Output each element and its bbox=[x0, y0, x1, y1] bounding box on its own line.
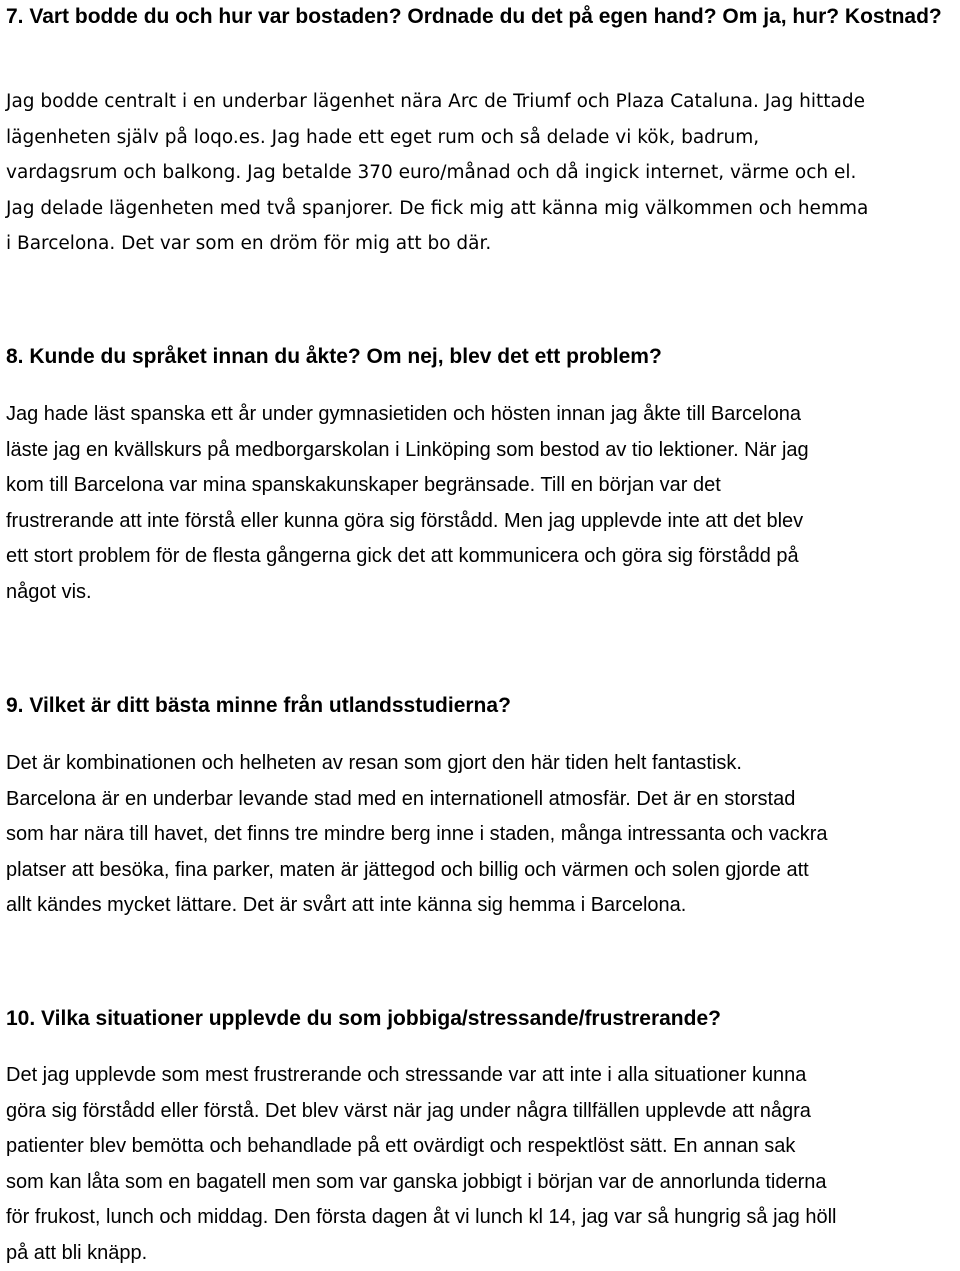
answer-9-line-5: allt kändes mycket lättare. Det är svårt att inte känna sig hemma i Barcelona. bbox=[6, 888, 954, 924]
answer-8-line-2: läste jag en kvällskurs på medborgarskolan i Linköping som bestod av tio lektioner. När jag bbox=[6, 433, 954, 469]
question-10-text: 10. Vilka situationer upplevde du som jobbiga/stressande/frustrerande? bbox=[6, 1007, 721, 1030]
question-7-text: 7. Vart bodde du och hur var bostaden? Ordnade du det på egen hand? Om ja, hur? Kostnad? bbox=[6, 5, 942, 28]
answer-9-line-2: Barcelona är en underbar levande stad med en internationell atmosfär. Det är en storstad bbox=[6, 782, 954, 818]
answer-9-line-3: som har nära till havet, det finns tre mindre berg inne i staden, många intressanta och vackra bbox=[6, 817, 954, 853]
answer-9-line-1: Det är kombinationen och helheten av resan som gjort den här tiden helt fantastisk. bbox=[6, 746, 954, 782]
answer-10-line-6: på att bli knäpp. bbox=[6, 1236, 954, 1271]
question-8-heading bbox=[6, 340, 954, 374]
answer-7-line-5: i Barcelona. Det var som en dröm för mig att bo där. bbox=[6, 226, 954, 262]
answer-8-line-1: Jag hade läst spanska ett år under gymnasietiden och hösten innan jag åkte till Barcelona bbox=[6, 397, 954, 433]
answer-10-line-4: som kan låta som en bagatell men som var ganska jobbigt i början var de annorlunda tiderna bbox=[6, 1165, 954, 1201]
answer-7-line-2: lägenheten själv på loqo.es. Jag hade ett eget rum och så delade vi kök, badrum, bbox=[6, 120, 954, 156]
answer-8-line-6: något vis. bbox=[6, 575, 954, 611]
question-7-heading bbox=[6, 0, 954, 34]
answer-8-line-5: ett stort problem för de flesta gångerna gick det att kommunicera och göra sig förstådd på bbox=[6, 539, 954, 575]
answer-7-line-1: Jag bodde centralt i en underbar lägenhet nära Arc de Triumf och Plaza Cataluna. Jag hittade bbox=[6, 84, 954, 120]
answer-7-line-4: Jag delade lägenheten med två spanjorer. De fick mig att känna mig välkommen och hemma bbox=[6, 191, 954, 227]
answer-10-line-2: göra sig förstådd eller förstå. Det blev värst när jag under några tillfällen upplevde att några bbox=[6, 1094, 954, 1130]
question-9-heading bbox=[6, 689, 954, 723]
question-8-text: 8. Kunde du språket innan du åkte? Om nej, blev det ett problem? bbox=[6, 345, 662, 368]
answer-9-paragraph bbox=[6, 746, 954, 924]
question-10-heading bbox=[6, 1002, 954, 1036]
answer-8-paragraph bbox=[6, 397, 954, 610]
question-9-text: 9. Vilket är ditt bästa minne från utlandsstudierna? bbox=[6, 694, 511, 717]
answer-10-paragraph bbox=[6, 1058, 954, 1271]
answer-10-line-1: Det jag upplevde som mest frustrerande och stressande var att inte i alla situationer kunna bbox=[6, 1058, 954, 1094]
answer-7-paragraph bbox=[6, 84, 954, 262]
answer-10-line-3: patienter blev bemötta och behandlade på ett ovärdigt och respektlöst sätt. En annan sak bbox=[6, 1129, 954, 1165]
answer-10-line-5: för frukost, lunch och middag. Den första dagen åt vi lunch kl 14, jag var så hungrig så jag höll bbox=[6, 1200, 954, 1236]
answer-7-line-3: vardagsrum och balkong. Jag betalde 370 euro/månad och då ingick internet, värme och el. bbox=[6, 155, 954, 191]
answer-9-line-4: platser att besöka, fina parker, maten är jättegod och billig och värmen och solen gjorde att bbox=[6, 853, 954, 889]
answer-8-line-4: frustrerande att inte förstå eller kunna göra sig förstådd. Men jag upplevde inte att det blev bbox=[6, 504, 954, 540]
answer-8-line-3: kom till Barcelona var mina spanskakunskaper begränsade. Till en början var det bbox=[6, 468, 954, 504]
